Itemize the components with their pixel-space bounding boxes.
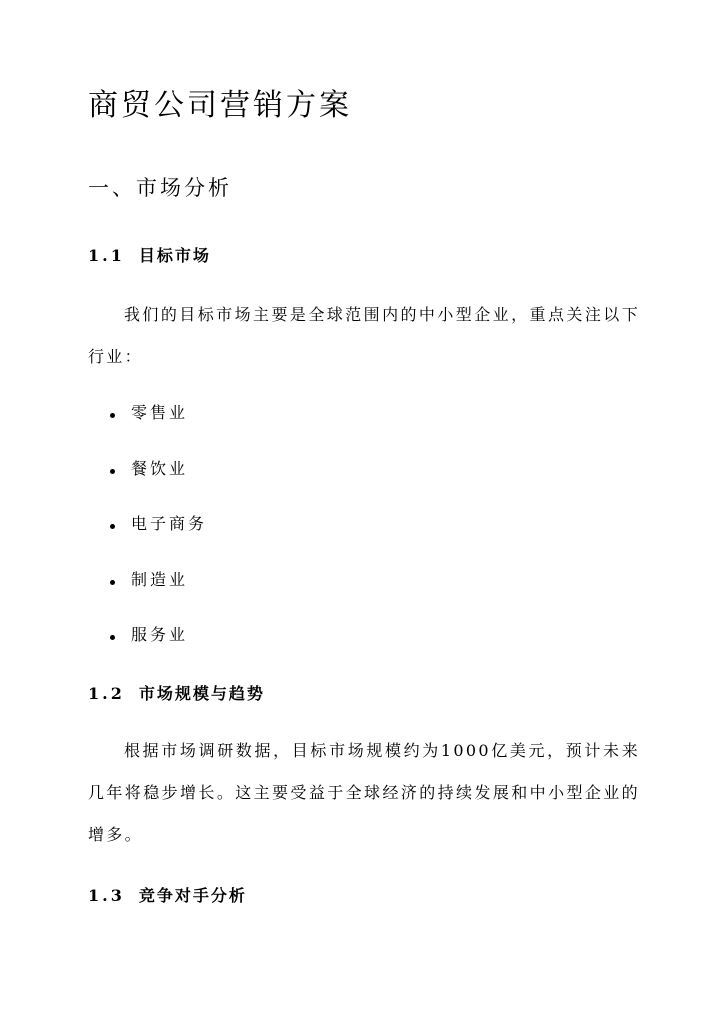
document-title: 商贸公司营销方案: [88, 88, 352, 123]
list-item: [110, 562, 207, 618]
target-market-paragraph: 我们的目标市场主要是全球范围内的中小型企业，重点关注以下行业：: [88, 305, 640, 366]
list-item: [110, 451, 207, 507]
subsection-number: 1.1: [88, 246, 125, 265]
bullet-icon: [110, 469, 115, 474]
subsection-heading-market-size: [88, 682, 265, 706]
list-item-label: 餐饮业: [131, 458, 189, 478]
subsection-title: 市场规模与趋势: [138, 684, 265, 703]
subsection-title: 目标市场: [138, 246, 211, 265]
subsection-heading-competitor-analysis: [88, 884, 247, 908]
list-item-label: 零售业: [131, 403, 189, 422]
subsection-number: 1.2: [88, 684, 125, 703]
list-item: [110, 506, 207, 562]
list-item-label: 服务业: [131, 625, 189, 644]
bullet-icon: [110, 413, 115, 418]
list-item-label: 电子商务: [131, 514, 208, 533]
bullet-icon: [110, 635, 115, 640]
subsection-title: 竞争对手分析: [138, 886, 247, 905]
subsection-number: 1.3: [88, 886, 125, 905]
market-size-paragraph: 根据市场调研数据，目标市场规模约为1000亿美元，预计未来几年将稳步增长。这主要受益于全球经济的持续发展和中小型企业的增多。: [88, 741, 640, 844]
list-item-label: 制造业: [131, 569, 189, 589]
bullet-icon: [110, 580, 115, 585]
industry-list: [110, 395, 207, 673]
list-item: [110, 617, 207, 673]
section-heading-market-analysis: 一、市场分析: [88, 176, 232, 200]
bullet-icon: [110, 524, 115, 529]
list-item: [110, 395, 207, 451]
subsection-heading-target-market: [88, 244, 211, 268]
